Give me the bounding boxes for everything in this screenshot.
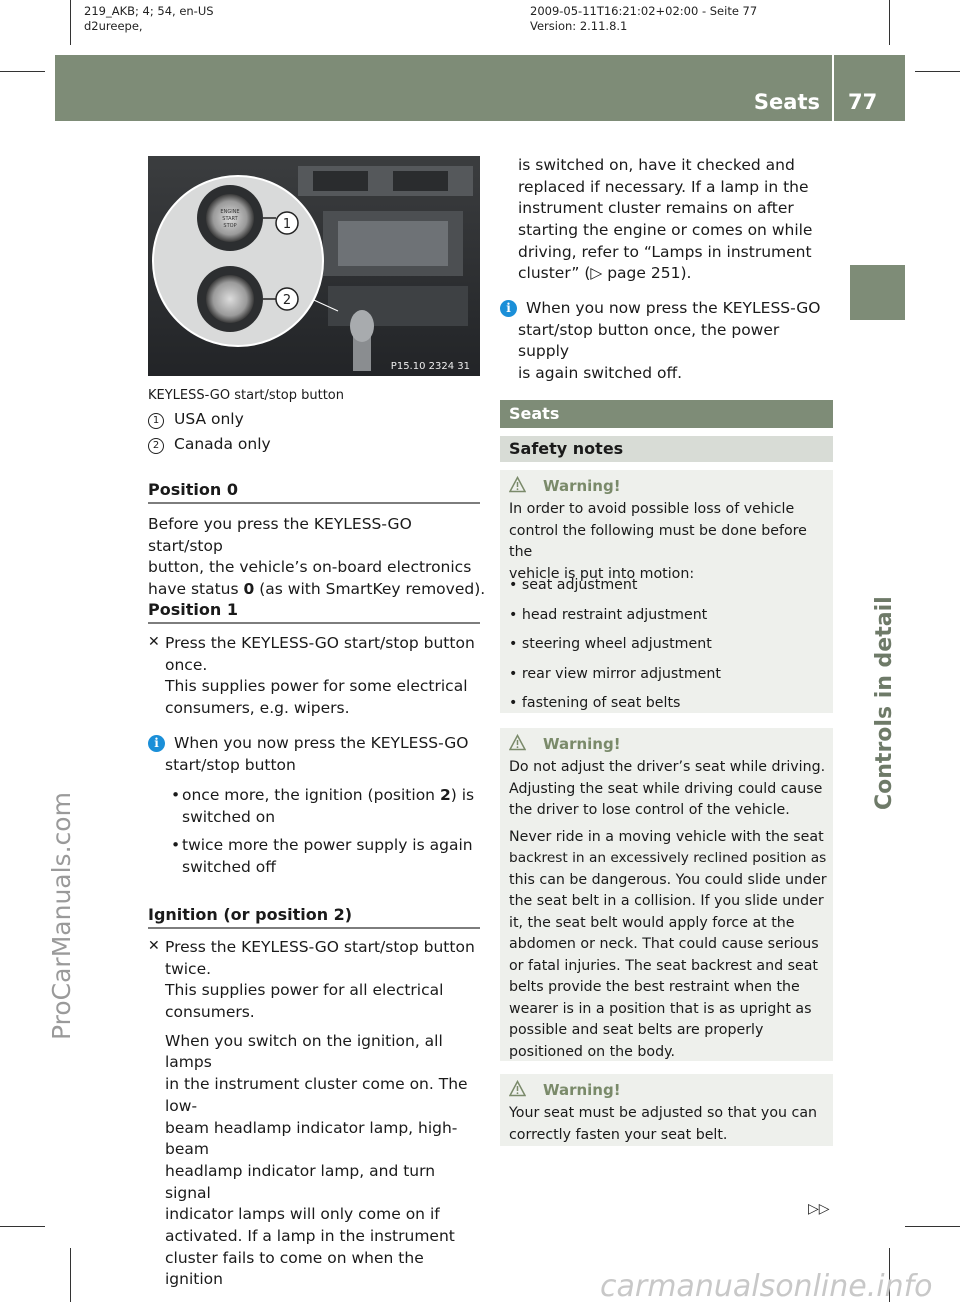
position-0-text	[148, 514, 488, 601]
list-item: • rear view mirror adjustment	[509, 665, 721, 682]
crop-mark	[889, 0, 890, 45]
text-line: twice.	[165, 959, 212, 978]
warning-title: Warning!	[542, 735, 621, 753]
text-run: once more, the ignition (position	[182, 786, 440, 804]
crop-mark	[915, 71, 960, 72]
crop-mark	[70, 0, 71, 45]
info-icon: i	[500, 300, 517, 317]
print-meta-line: 219_AKB; 4; 54, en-US	[84, 4, 214, 18]
text-line: headlamp indicator lamp, and turn signal	[165, 1161, 436, 1202]
text-line: abdomen or neck. That could cause serious	[509, 936, 819, 952]
warning-title: Warning!	[542, 1081, 621, 1099]
text-line: is switched on, have it checked and	[518, 156, 795, 174]
page-number: 77	[848, 90, 878, 114]
text-line: vehicle is put into motion:	[509, 565, 695, 582]
warning-box-1	[500, 470, 833, 713]
text-line: this can be dangerous. You could slide under	[509, 871, 827, 888]
text-line: belts provide the best restraint when the	[509, 979, 800, 995]
text-line: wearer is in a position that is as upright as	[509, 1000, 812, 1017]
side-tab-marker	[850, 265, 905, 320]
text-line: Press the KEYLESS-GO start/stop button	[165, 634, 475, 652]
side-chapter-title	[850, 330, 905, 830]
continued-text	[518, 155, 838, 285]
subsection-heading-text: Safety notes	[509, 439, 624, 458]
text-line: In order to avoid possible loss of vehicle	[509, 501, 795, 517]
step-position-1	[148, 633, 480, 720]
header-divider	[832, 55, 834, 121]
list-item: • steering wheel adjustment	[509, 636, 712, 652]
bullet-marker: •	[171, 836, 181, 854]
text-line: beam headlamp indicator lamp, high-beam	[165, 1118, 458, 1159]
section-heading-seats	[500, 400, 833, 428]
caption-item-text: Canada only	[174, 435, 271, 453]
photo-code: P15.10 2324 31	[390, 361, 470, 372]
step-arrow-icon: ✕	[148, 938, 160, 954]
text-line: Your seat must be adjusted so that you can	[509, 1105, 818, 1121]
watermark-text: ProCarManuals.com	[47, 792, 76, 1040]
text-run: have status	[148, 580, 244, 599]
text-line: control the following must be done before the	[509, 522, 807, 560]
text-line: cluster fails to come on when the ignition	[165, 1248, 424, 1289]
caption-item-text: USA only	[174, 410, 244, 428]
callout-number: 1	[148, 413, 164, 429]
text-line: the seat belt in a collision. If you slide under	[509, 893, 824, 909]
watermark	[0, 0, 76, 1302]
warning-triangle-icon	[509, 1080, 526, 1097]
callout-number: 2	[148, 438, 164, 454]
text-line: start/stop button	[165, 755, 296, 774]
text-line: starting the engine or comes on while	[518, 221, 813, 240]
warning-header	[509, 1080, 621, 1102]
text-line: correctly fasten your seat belt.	[509, 1126, 728, 1143]
text-line: Never ride in a moving vehicle with the seat	[509, 828, 824, 845]
text-line: replaced if necessary. If a lamp in the	[518, 177, 809, 196]
footer-watermark: carmanualsonline.info	[600, 1269, 933, 1304]
list-item-text: head restraint adjustment	[521, 606, 708, 623]
warning-box-3	[500, 1074, 833, 1146]
status-value: 0	[243, 580, 255, 599]
list-item-text: rear view mirror adjustment	[521, 665, 721, 682]
heading-position-0: Position 0	[148, 480, 238, 499]
text-line: Before you press the KEYLESS-GO start/stop	[148, 515, 412, 555]
text-line: in the instrument cluster come on. The low-	[165, 1075, 468, 1115]
caption-item-1	[148, 409, 244, 431]
heading-rule	[148, 927, 480, 929]
text-line: it, the seat belt would apply force at the	[509, 914, 795, 931]
list-item-text: seat adjustment	[521, 577, 638, 593]
text-line	[148, 579, 488, 601]
text-line: driving, refer to “Lamps in instrument	[518, 242, 812, 261]
text-line: This supplies power for all electrical	[165, 981, 444, 1000]
text-line: switched off	[182, 857, 276, 876]
info-note-2	[500, 298, 835, 385]
text-line: possible and seat belts are properly	[509, 1022, 764, 1038]
warning-list	[509, 571, 831, 719]
print-meta-right	[530, 4, 757, 34]
info-icon: i	[148, 735, 165, 752]
step-ignition	[148, 937, 483, 1291]
side-chapter-label: Controls in detail	[872, 596, 897, 810]
print-meta-line: d2ureepe,	[84, 19, 143, 33]
heading-rule	[148, 502, 480, 504]
text-line	[182, 785, 481, 807]
text-line: instrument cluster remains on after	[518, 199, 794, 218]
subsection-heading-safety-notes	[500, 436, 833, 462]
text-run: ) is	[450, 786, 475, 804]
caption-item-2	[148, 434, 271, 456]
text-line: switched on	[182, 807, 276, 826]
text-line: start/stop button once, the power supply	[518, 320, 780, 361]
photo-callout-2: 2	[282, 293, 292, 308]
warning-body	[509, 1103, 831, 1146]
list-item: • head restraint adjustment	[509, 606, 708, 623]
text-line: When you now press the KEYLESS-GO	[526, 299, 821, 317]
page-reference: cluster” (▷ page 251).	[518, 264, 692, 283]
section-heading-text: Seats	[509, 404, 560, 423]
photo-callout-1: 1	[282, 217, 292, 232]
print-meta-line: 2009-05-11T16:21:02+02:00 - Seite 77	[530, 4, 758, 18]
button-label-line: START	[222, 216, 238, 222]
heading-position-1: Position 1	[148, 600, 238, 619]
position-value: 2	[439, 786, 451, 804]
text-line: indicator lamps will only come on if	[165, 1205, 440, 1224]
warning-triangle-icon	[509, 734, 526, 751]
text-line: backrest in an excessively reclined position as	[509, 850, 827, 866]
info-note-1	[148, 733, 480, 776]
info-bullet	[171, 835, 481, 878]
text-line: Press the KEYLESS-GO start/stop button	[165, 938, 475, 956]
button-label-line: STOP	[223, 223, 237, 229]
list-item-text: fastening of seat belts	[521, 695, 681, 711]
heading-ignition: Ignition (or position 2)	[148, 905, 353, 924]
crop-mark	[70, 1248, 71, 1302]
list-item: • seat adjustment	[509, 577, 638, 593]
text-run: (as with SmartKey removed).	[254, 580, 486, 599]
print-meta-line: Version: 2.11.8.1	[530, 19, 628, 33]
list-item-text: steering wheel adjustment	[521, 636, 712, 652]
text-line: is again switched off.	[518, 364, 683, 383]
crop-mark	[905, 1226, 960, 1227]
heading-rule	[148, 622, 480, 624]
warning-body	[509, 757, 833, 1063]
page-title: Seats	[753, 90, 820, 114]
text-line: or fatal injuries. The seat backrest and seat	[509, 957, 818, 974]
text-line: When you switch on the ignition, all lamps	[165, 1031, 443, 1072]
text-line: twice more the power supply is again	[182, 836, 473, 854]
text-line: consumers, e.g. wipers.	[165, 699, 350, 718]
text-line: activated. If a lamp in the instrument	[165, 1226, 455, 1245]
button-label-line: ENGINE	[220, 209, 240, 215]
bullet-marker: •	[171, 786, 181, 804]
text-line: positioned on the body.	[509, 1043, 675, 1060]
warning-triangle-icon	[509, 476, 526, 493]
text-line: Adjusting the seat while driving could cause	[509, 780, 823, 797]
dashboard-photo	[148, 156, 480, 376]
info-bullet	[171, 785, 481, 828]
warning-header	[509, 476, 621, 498]
text-line: Do not adjust the driver’s seat while driving.	[509, 759, 826, 775]
list-item: • fastening of seat belts	[509, 695, 681, 711]
text-line: This supplies power for some electrical	[165, 677, 468, 696]
text-line: once.	[165, 655, 208, 674]
text-line: the driver to lose control of the vehicle.	[509, 802, 790, 818]
text-line: When you now press the KEYLESS-GO	[174, 734, 469, 752]
step-arrow-icon: ✕	[148, 634, 160, 650]
dashboard-illustration	[148, 156, 480, 376]
photo-caption: KEYLESS-GO start/stop button	[148, 388, 344, 403]
print-meta-left	[84, 4, 214, 34]
warning-header	[509, 734, 621, 756]
warning-title: Warning!	[542, 477, 621, 495]
continue-arrows-icon: ▷▷	[808, 1201, 830, 1217]
warning-box-2	[500, 728, 833, 1061]
text-line: consumers.	[165, 1003, 255, 1022]
text-line: button, the vehicle’s on-board electronics	[148, 558, 472, 577]
